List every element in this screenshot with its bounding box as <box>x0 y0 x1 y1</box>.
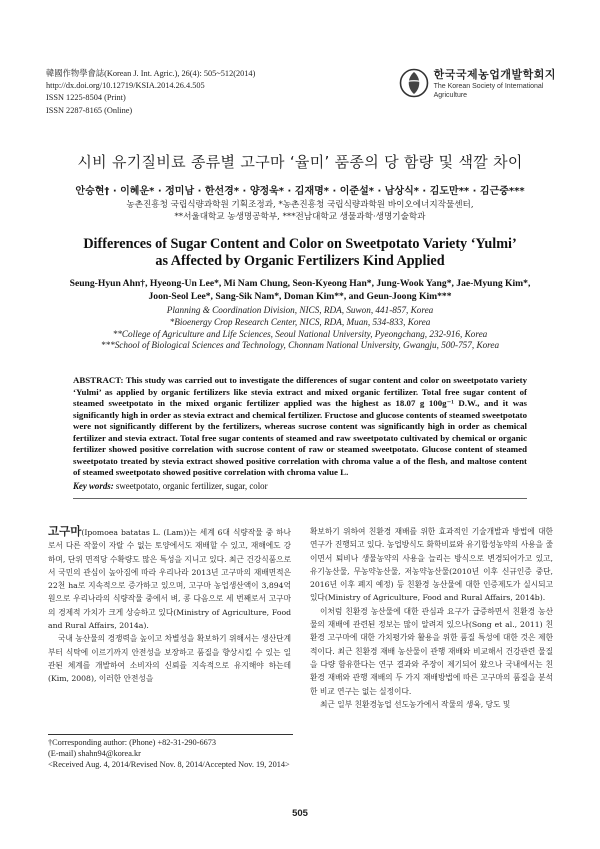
journal-citation: 韓國作物學會誌(Korean J. Int. Agric.), 26(4): 505~512(2014) <box>46 69 256 78</box>
body-paragraph: 이처럼 친환경 농산물에 대한 관심과 요구가 급증하면서 친환경 농산물의 재배에 관련된 정보는 많이 알려져 있으나(Song et al., 2011) 친환경 고구마에 대한 가치평가와 활용을 위한 품질 특성에 대한 것은 제한적이다. 최근 친환경 재배 농산물이 관행 재배와 비교해서 건강관련 물질을 다량 함유한다는 연구 결과와 주장이 제기되어 왔으나 국내에서는 친환경 재배와 관행 재배의 두 가지 재배방법에 따른 고구마의 품질을 분석한 비교 연구는 없는 실정이다. <box>310 606 553 696</box>
english-title-line: Differences of Sugar Content and Color on Sweetpotato Variety ‘Yulmi’ <box>83 236 517 252</box>
society-name-english-1: The Korean Society of International <box>433 83 544 90</box>
english-authors <box>0 278 600 303</box>
author-email[interactable]: (E-mail) shahn94@korea.kr <box>48 748 141 758</box>
society-name-korean: 한국국제농업개발학회지 <box>433 69 556 81</box>
issn-online: ISSN 2287-8165 (Online) <box>46 105 133 115</box>
english-authors-line: Joon-Seol Lee*, Sang-Sik Nam*, Doman Kim**, and Geun-Joong Kim*** <box>148 290 452 302</box>
body-paragraph-text: (Ipomoea batatas L. (Lam))는 세계 6대 식량작물 중 하나로서 다른 작물이 자랄 수 없는 토양에서도 재배할 수 있고, 재해에도 강하며, 단위 면적당 수확량도 많은 특성을 지니고 있다. 최근 건강식품으로서 국민의 관심이 높아짐에 따라 우리나라 2013년 고구마의 재배면적은 22천 ha로 지속적으로 증가하고 있으며, 고구마 농업생산액이 3,894억 원으로 우리나라의 식량작물 중에서 벼, 콩 다음으로 세 번째로서 고구마의 경제적 가치가 크게 상승하고 있다(Ministry of Agriculture, Food and Rural Affairs, 2014a). <box>48 528 291 631</box>
lead-word: 고구마 <box>48 524 82 538</box>
korean-affiliation-line: **서울대학교 농생명공학부, ***전남대학교 생물과학·생명기술학과 <box>174 212 426 222</box>
footnote <box>48 734 293 770</box>
korean-authors: 안승현† · 이혜운* · 정미남 · 한선경* · 양정욱* · 김재명* · 이준설* · 남상식* · 김도만** · 김근중*** <box>75 186 525 197</box>
body-column-left <box>48 525 291 686</box>
corresponding-author: †Corresponding author: (Phone) +82-31-290-6673 <box>48 738 217 747</box>
english-title-line: as Affected by Organic Fertilizers Kind Applied <box>155 253 445 269</box>
body-paragraph: 최근 일부 친환경농업 선도농가에서 작물의 생육, 당도 및 <box>320 699 511 709</box>
body-paragraph <box>48 525 291 632</box>
body-paragraph: 국내 농산물의 경쟁력을 높이고 차별성을 확보하기 위해서는 생산단계부터 식탁에 이르기까지 안전성을 보장하고 품질을 향상시킬 수 있는 일관된 체계를 개발하여 소비자의 신뢰를 지속적으로 유지해야 하는데(Kim, 2008), 이러한 안전성을 <box>48 634 291 684</box>
received-dates: <Received Aug. 4, 2014/Revised Nov. 8, 2014/Accepted Nov. 19, 2014> <box>48 759 290 769</box>
society-name-english-2: Agriculture <box>433 92 468 99</box>
body-column-right <box>310 525 553 711</box>
english-authors-line: Seung-Hyun Ahn†, Hyeong-Un Lee*, Mi Nam Chung, Seon-Kyeong Han*, Jung-Wook Yang*, Jae-Myung Kim*, <box>69 278 531 289</box>
body-paragraph: 확보하기 위하여 친환경 재배를 위한 효과적인 기술개발과 방법에 대한 연구가 진행되고 있다. 농업방식도 화학비료와 유기합성농약의 사용을 줄이면서 퇴비나 생물농약의 사용을 늘리는 방식으로 변경되어가고 있고, 유기농산물, 무농약농산물, 저농약농산물(2010년 이후 신규인증 중단, 2016년 이후 폐지 예정) 등 친환경 농산물에 대한 인증제도가 실시되고 있다(Ministry of Agriculture, Food and Rural Affairs, 2014b). <box>310 527 553 603</box>
english-title <box>0 236 600 270</box>
korean-affiliation-line: 농촌진흥청 국립식량과학원 기획조정과, *농촌진흥청 국립식량과학원 바이오에너지작물센터, <box>126 200 474 210</box>
english-affiliation-line: **College of Agriculture and Life Sciences, Seoul National University, Pyeongchang, 232-916, Korea <box>112 328 488 339</box>
keywords-list: sweetpotato, organic fertilizer, sugar, color <box>115 480 268 491</box>
page-number: 505 <box>292 808 308 819</box>
society-logo <box>399 68 556 100</box>
keywords <box>73 480 527 492</box>
society-emblem-icon <box>399 68 429 98</box>
korean-title: 시비 유기질비료 종류별 고구마 ‘율미’ 품종의 당 함량 및 색깔 차이 <box>77 153 523 171</box>
abstract-section <box>73 375 527 499</box>
english-affiliation-line: Planning & Coordination Division, NICS, RDA, Suwon, 441-857, Korea <box>166 305 434 315</box>
abstract-text: ABSTRACT: This study was carried out to investigate the differences of sugar content and color on sweetpotato variety ‘Yulmi’ as applied by organic fertilizers like stevia extract and mixed organic fertilizer. Total free sugar content of steamed sweetpotato in the mixed organic fertilizer applied was the highest as 18.07 g 100g⁻¹ D.W., and it was significantly high in order as stevia extract and chemical fertilizer. Fructose and glucose contents of steamed sweetpotato were not significantly different by the fertilizers, whereas sucrose content was significantly high in order as chemical fertilizer and stevia extract. Total free sugar contents of steamed and raw sweetpotato cultivated by chemical or organic fertilizer showed positive correlation with sucrose content of raw or steamed sweetpotato. Glucose content of steamed sweetpotato treated by stevia extract showed positive correlation with chroma value a of the flesh, and maltose content of steamed sweetpotato showed positive correlation with chroma value L. <box>73 375 527 478</box>
english-affiliation-line: *Bioenergy Crop Research Center, NICS, RDA, Muan, 534-833, Korea <box>169 316 431 327</box>
doi-link[interactable]: http://dx.doi.org/10.12719/KSIA.2014.26.4.505 <box>46 81 205 91</box>
keywords-label: Key words: <box>73 480 114 491</box>
english-affiliations <box>0 305 600 352</box>
english-affiliation-line: ***School of Biological Sciences and Technology, Chonnam National University, Gwangju, 500-757, Korea <box>100 340 500 351</box>
issn-print: ISSN 1225-8504 (Print) <box>46 93 126 103</box>
korean-affiliations <box>0 199 600 223</box>
